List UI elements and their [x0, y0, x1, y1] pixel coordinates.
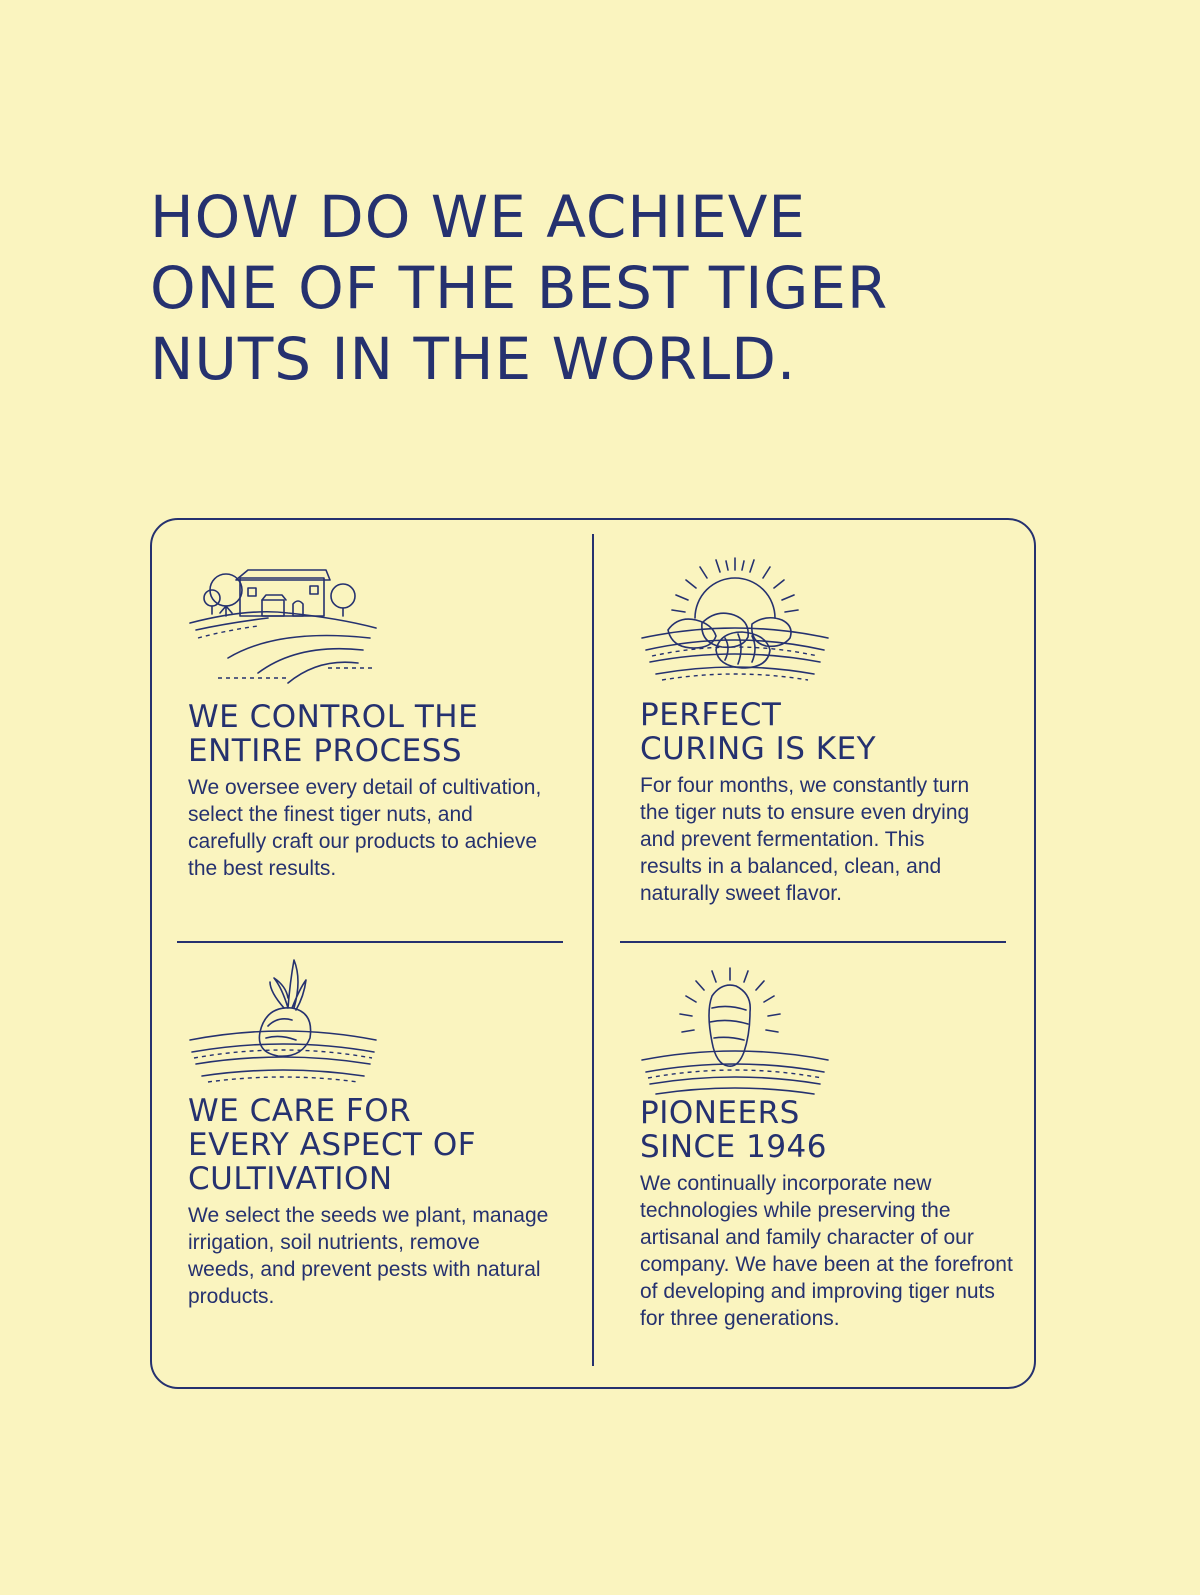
feature-text [188, 1202, 548, 1310]
feature-title-line: WE CONTROL THE [188, 699, 479, 735]
feature-title-line: WE CARE FOR [188, 1093, 412, 1129]
headline [150, 182, 1050, 395]
vertical-divider [592, 534, 594, 1366]
feature-pioneers [640, 960, 1013, 1332]
feature-title [188, 700, 541, 768]
feature-text-line: for three generations. [640, 1307, 840, 1330]
feature-text-line: technologies while preserving the [640, 1199, 951, 1222]
feature-text-line: weeds, and prevent pests with natural [188, 1258, 541, 1281]
farmhouse-fields-icon [188, 568, 378, 698]
sprouting-tiger-nut-icon [188, 956, 378, 1090]
feature-text-line: carefully craft our products to achieve [188, 830, 538, 853]
feature-text [640, 772, 969, 907]
feature-text-line: and prevent fermentation. This [640, 828, 925, 851]
headline-line: ONE OF THE BEST TIGER [150, 254, 889, 322]
feature-text-line: of developing and improving tiger nuts [640, 1280, 995, 1303]
feature-title [188, 1094, 548, 1196]
horizontal-divider-right [620, 941, 1006, 943]
feature-text [640, 1170, 1013, 1332]
feature-care-cultivation [188, 956, 548, 1310]
feature-title [640, 1096, 1013, 1164]
feature-title-line: CURING IS KEY [640, 731, 877, 767]
feature-text-line: products. [188, 1285, 275, 1308]
feature-text-line: the best results. [188, 857, 337, 880]
shining-tiger-nut-icon [640, 960, 830, 1102]
horizontal-divider-left [177, 941, 563, 943]
feature-text-line: We continually incorporate new [640, 1172, 932, 1195]
feature-text-line: naturally sweet flavor. [640, 882, 842, 905]
feature-text-line: artisanal and family character of our [640, 1226, 974, 1249]
feature-perfect-curing [640, 548, 969, 907]
feature-text-line: the tiger nuts to ensure even drying [640, 801, 970, 824]
feature-title-line: ENTIRE PROCESS [188, 733, 463, 769]
feature-title-line: PERFECT [640, 697, 782, 733]
feature-text-line: select the finest tiger nuts, and [188, 803, 473, 826]
feature-text-line: irrigation, soil nutrients, remove [188, 1231, 480, 1254]
feature-title [640, 698, 969, 766]
feature-title-line: EVERY ASPECT OF [188, 1127, 477, 1163]
sunrise-tiger-nuts-icon [640, 548, 830, 698]
feature-text-line: results in a balanced, clean, and [640, 855, 942, 878]
feature-text [188, 774, 541, 882]
feature-text-line: company. We have been at the forefront [640, 1253, 1013, 1276]
feature-title-line: CULTIVATION [188, 1161, 393, 1197]
headline-line: NUTS IN THE WORLD. [150, 325, 797, 393]
headline-line: HOW DO WE ACHIEVE [150, 183, 807, 251]
feature-title-line: PIONEERS [640, 1095, 800, 1131]
feature-text-line: We select the seeds we plant, manage [188, 1204, 549, 1227]
feature-title-line: SINCE 1946 [640, 1129, 827, 1165]
feature-text-line: For four months, we constantly turn [640, 774, 970, 797]
feature-control-process [188, 568, 541, 882]
feature-text-line: We oversee every detail of cultivation, [188, 776, 542, 799]
